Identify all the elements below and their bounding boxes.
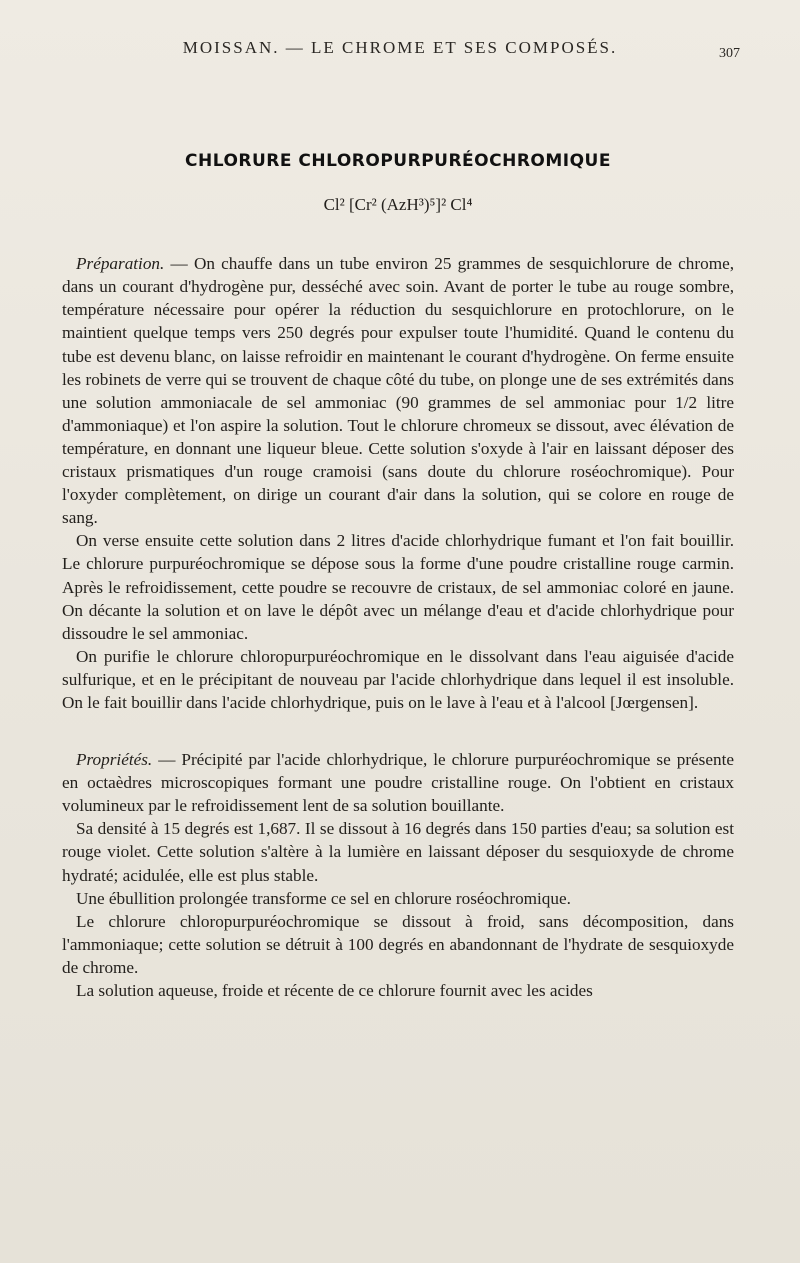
properties-paragraph-5: La solution aqueuse, froide et récente de ce chlorure fournit avec les acides — [76, 981, 593, 1000]
properties-paragraph-4: Le chlorure chloropurpuréochromique se dissout à froid, sans décomposition, dans l'ammoniaque; cette solution se détruit à 100 degrés en abandonnant de l'hydrate de sesquioxyde de chrome. — [62, 911, 734, 977]
chemical-formula: Cl² [Cr² (AzH³)⁵]² Cl⁴ — [323, 195, 473, 215]
running-header — [60, 38, 740, 64]
section-gap — [62, 714, 734, 748]
properties-paragraph — [62, 748, 734, 817]
properties-heading: Propriétés. — [76, 750, 153, 770]
preparation-text: — On chauffe dans un tube environ 25 grammes de sesquichlorure de chrome, dans un courant d'hydrogène pur, desséché avec soin. Avant de porter le tube au rouge sombre, température nécessaire pour opérer la réduction du sesquichlorure en protochlorure, on le maintient quelque temps vers 250 degrés pour expulser toute l'humidité. Quand le contenu du tube est devenu blanc, on laisse refroidir en maintenant le courant d'hydrogène. On ferme ensuite les robinets de verre qui se trouvent de chaque côté du tube, on plonge une de ses extrémités dans une solution ammoniacale de sel ammoniac (90 grammes de sel ammoniac pour 1/2 litre d'ammoniaque) et l'on aspire la solution. Tout le chlorure chromeux se dissout, avec élévation de température, en donnant une liqueur bleue. Cette solution s'oxyde à l'air en laissant déposer des cristaux prismatiques d'un rouge cramoisi (sans doute du chlorure roséochromique). Pour l'oxyder complètement, on dirige un courant d'air dans la solution, qui se colore en rouge de sang. — [62, 254, 734, 528]
preparation-paragraph-2: On verse ensuite cette solution dans 2 litres d'acide chlorhydrique fumant et l'on fait bouillir. Le chlorure purpuréochromique se dépose sous la forme d'une poudre cristalline rouge carmin. Après le refroidissement, cette poudre se recouvre de cristaux, de sel ammoniac coloré en jaune. On décante la solution et on lave le dépôt avec un mélange d'eau et d'acide chlorhydrique pour dissoudre le sel ammoniac. — [62, 531, 734, 643]
running-title: MOISSAN. — LE CHROME ET SES COMPOSÉS. — [182, 38, 618, 57]
properties-text: — Précipité par l'acide chlorhydrique, le chlorure purpuréochromique se présente en octaèdres microscopiques formant une poudre cristalline rouge. On l'obtient en cristaux volumineux par le refroidissement lent de sa solution bouillante. — [62, 750, 734, 816]
preparation-paragraph-3: On purifie le chlorure chloropurpuréochromique en le dissolvant dans l'eau aiguisée d'acide sulfurique, et en le précipitant de nouveau par l'acide chlorhydrique dans lequel il est insoluble. On le fait bouillir dans l'acide chlorhydrique, puis on le lave à l'eau et à l'alcool [Jœrgensen]. — [62, 646, 734, 712]
page-number: 307 — [719, 46, 740, 61]
properties-paragraph-2: Sa densité à 15 degrés est 1,687. Il se dissout à 16 degrés dans 150 parties d'eau; sa solution est rouge violet. Cette solution s'altère à la lumière en laissant déposer du sesquioxyde de chrome hydraté; acidulée, elle est plus stable. — [62, 819, 734, 885]
properties-paragraph-3: Une ébullition prolongée transforme ce sel en chlorure roséochromique. — [76, 888, 571, 908]
preparation-paragraph — [62, 252, 734, 529]
preparation-heading: Préparation. — [76, 254, 165, 274]
section-title: CHLORURE CHLOROPURPURÉOCHROMIQUE — [185, 151, 611, 171]
page-body — [62, 150, 734, 1002]
